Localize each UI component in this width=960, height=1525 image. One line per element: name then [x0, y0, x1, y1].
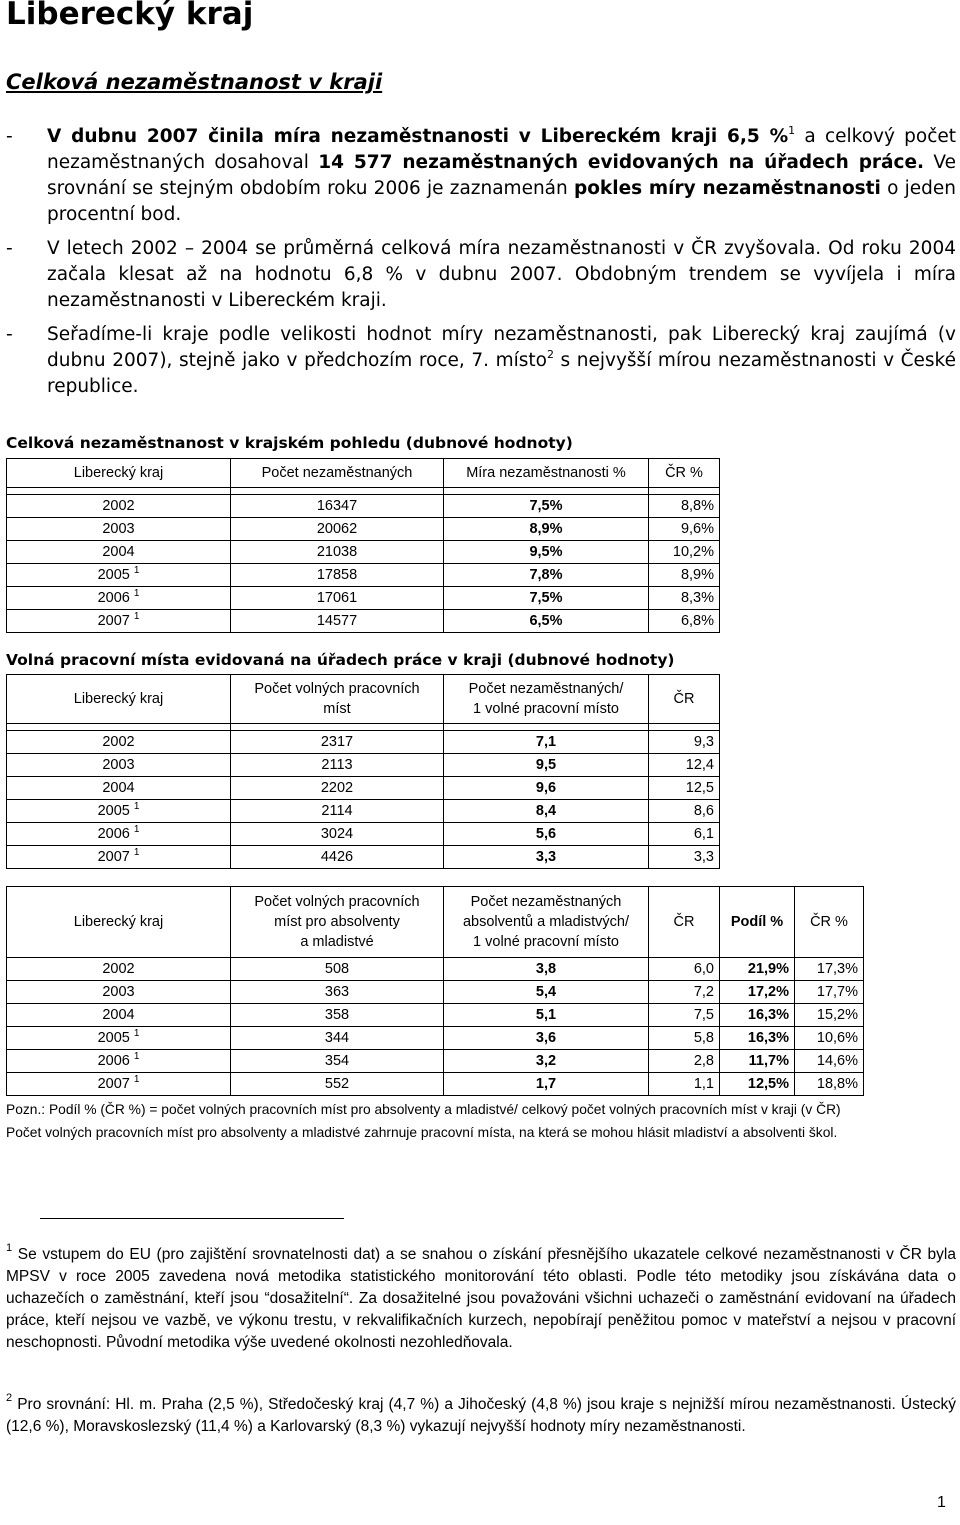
count-cell [231, 587, 444, 610]
cr-cell-text: 8,6 [693, 803, 714, 819]
ratio-cell [444, 1050, 649, 1073]
places-cell-text: 4426 [320, 849, 354, 865]
table-row [7, 1004, 864, 1027]
year-cell [7, 777, 231, 800]
cr-share-cell-text: 18,8% [816, 1076, 858, 1092]
year-cell [7, 610, 231, 633]
table-header-cell [231, 675, 444, 724]
footnote [6, 1244, 956, 1354]
table-header-cell [444, 675, 649, 724]
share-cell [720, 1004, 795, 1027]
cr-cell-text: 8,8% [680, 498, 714, 514]
table-row [7, 958, 864, 981]
bullet-dash: - [6, 126, 13, 147]
table-header-row [7, 675, 720, 724]
cr-cell [649, 518, 720, 541]
ratio-cell [444, 800, 649, 823]
cr-cell [649, 823, 720, 846]
year-cell [7, 754, 231, 777]
places-cell-text: 2317 [320, 734, 354, 750]
places-cell-text: 363 [324, 984, 350, 1000]
places-cell [231, 1073, 444, 1096]
header-line: 1 volné pracovní místo [473, 701, 619, 717]
share-cell [720, 981, 795, 1004]
table-header-row [7, 459, 720, 488]
table-row [7, 541, 720, 564]
ratio-cell-text: 3,6 [535, 1030, 557, 1046]
rate-cell-text: 9,5% [529, 544, 563, 560]
footnote-ref: 2 [546, 348, 554, 361]
cr-cell [649, 846, 720, 869]
rate-cell-text: 7,5% [529, 590, 563, 606]
cr-share-cell-text: 17,7% [816, 984, 858, 1000]
cr-share-cell [795, 1027, 864, 1050]
footnote-text: Pro srovnání: Hl. m. Praha (2,5 %), Středočeský kraj (4,7 %) a Jihočeský (4,8 %) jsou kraje s nejnižší mírou nezaměstnanosti. Ústecký (12,6 %), Moravskoslezský (11,4 %) a Karlovarský (8,3 %) vykazují nejvyšší hodnoty míry nezaměstnanosti. [6, 1396, 956, 1435]
table1-section [6, 434, 720, 633]
table-header-cell: Liberecký kraj [7, 675, 231, 724]
count-cell [231, 564, 444, 587]
cr-cell [649, 1073, 720, 1096]
table3-section [6, 886, 864, 1096]
table-row [7, 587, 720, 610]
footnote-mark: 1 [6, 1242, 13, 1254]
ratio-cell [444, 731, 649, 754]
cr-cell [649, 754, 720, 777]
cr-cell [649, 541, 720, 564]
year-cell-text: 2005 [97, 803, 130, 819]
count-cell [231, 518, 444, 541]
rate-cell-text: 8,9% [529, 521, 563, 537]
bullet-item [6, 322, 956, 400]
table-note: Pozn.: Podíl % (ČR %) = počet volných pracovních míst pro absolventy a mladistvé/ celkový počet volných pracovních míst v kraji (v ČR) [6, 1102, 841, 1117]
page-number: 1 [937, 1494, 946, 1511]
table-row [7, 846, 720, 869]
places-cell-text: 358 [324, 1007, 350, 1023]
cr-cell-text: 12,4 [685, 757, 714, 773]
places-cell [231, 731, 444, 754]
rate-cell-text: 7,8% [529, 567, 563, 583]
cr-cell-text: 5,8 [693, 1030, 714, 1046]
year-cell-text: 2007 [97, 1076, 130, 1092]
year-cell-text: 2003 [102, 984, 135, 1000]
footnote-ref: 1 [133, 611, 140, 622]
rate-cell-text: 7,5% [529, 498, 563, 514]
table1-body [7, 495, 720, 633]
table-note: Počet volných pracovních míst pro absolventy a mladistvé zahrnuje pracovní místa, na která se mohou hlásit mladiství a absolventi škol. [6, 1125, 838, 1140]
cr-cell-text: 8,3% [680, 590, 714, 606]
bullet-text: s nejvyšší mírou nezaměstnanosti v České republice. [47, 350, 956, 397]
table-header-row [7, 887, 864, 958]
cr-share-cell [795, 981, 864, 1004]
year-cell [7, 846, 231, 869]
year-cell [7, 564, 231, 587]
bullet-list [6, 124, 956, 408]
share-cell [720, 958, 795, 981]
count-cell-text: 16347 [316, 498, 358, 514]
count-cell [231, 610, 444, 633]
year-cell-text: 2005 [97, 1030, 130, 1046]
header-line: míst [323, 701, 351, 717]
year-cell-text: 2006 [97, 590, 130, 606]
year-cell-text: 2005 [97, 567, 130, 583]
table-row [7, 731, 720, 754]
year-cell [7, 823, 231, 846]
cr-cell [649, 1050, 720, 1073]
cr-cell [649, 731, 720, 754]
ratio-cell-text: 8,4 [535, 803, 557, 819]
table-row [7, 495, 720, 518]
year-cell-text: 2006 [97, 826, 130, 842]
places-cell [231, 823, 444, 846]
bullet-text-bold: 14 577 nezaměstnaných evidovaných na úřadech práce. [318, 152, 925, 173]
year-cell [7, 495, 231, 518]
footnote-ref: 1 [133, 1028, 140, 1039]
count-cell [231, 541, 444, 564]
year-cell-text: 2004 [102, 780, 135, 796]
cr-cell [649, 495, 720, 518]
ratio-cell-text: 5,6 [535, 826, 557, 842]
footnote-mark: 2 [6, 1392, 13, 1404]
bullet-item [6, 124, 956, 228]
table1-title: Celková nezaměstnanost v krajském pohledu (dubnové hodnoty) [6, 434, 573, 452]
share-cell [720, 1027, 795, 1050]
table-row [7, 823, 720, 846]
table-row [7, 800, 720, 823]
ratio-cell-text: 5,1 [535, 1007, 557, 1023]
ratio-cell [444, 1073, 649, 1096]
table-row [7, 754, 720, 777]
share-cell-text: 21,9% [747, 961, 789, 977]
cr-share-cell [795, 1073, 864, 1096]
cr-cell-text: 6,0 [693, 961, 714, 977]
bullet-text-bold: V dubnu 2007 činila míra nezaměstnanosti v Libereckém kraji 6,5 % [47, 126, 789, 147]
rate-cell-text: 6,5% [529, 613, 563, 629]
count-cell-text: 17061 [316, 590, 358, 606]
table-row [7, 777, 720, 800]
rate-cell [444, 587, 649, 610]
bullet-item [6, 236, 956, 314]
count-cell-text: 14577 [316, 613, 358, 629]
cr-cell-text: 7,2 [693, 984, 714, 1000]
table-row [7, 1027, 864, 1050]
cr-cell-text: 9,3 [693, 734, 714, 750]
cr-share-cell [795, 1050, 864, 1073]
cr-cell-text: 6,8% [680, 613, 714, 629]
year-cell [7, 518, 231, 541]
ratio-cell [444, 754, 649, 777]
bullet-text: o jeden procentní bod. [47, 178, 957, 225]
footnote-separator [40, 1218, 344, 1219]
year-cell [7, 981, 231, 1004]
section-heading: Celková nezaměstnanost v kraji [6, 70, 383, 94]
header-line: a mladistvé [300, 934, 374, 950]
cr-cell [649, 981, 720, 1004]
places-cell [231, 1004, 444, 1027]
table-header-cell: Liberecký kraj [7, 459, 231, 488]
cr-cell [649, 610, 720, 633]
cr-share-cell-text: 14,6% [816, 1053, 858, 1069]
cr-cell-text: 8,9% [680, 567, 714, 583]
footnote-ref: 1 [788, 124, 796, 137]
cr-share-cell [795, 958, 864, 981]
table2-title: Volná pracovní místa evidovaná na úřadech práce v kraji (dubnové hodnoty) [6, 651, 675, 669]
ratio-cell [444, 823, 649, 846]
header-line: Počet nezaměstnaných/ [468, 681, 624, 697]
bullet-text-bold: pokles míry nezaměstnanosti [573, 178, 881, 199]
ratio-cell [444, 1027, 649, 1050]
cr-cell [649, 587, 720, 610]
rate-cell [444, 564, 649, 587]
table-row [7, 610, 720, 633]
header-line: absolventů a mladistvých/ [462, 914, 630, 930]
year-cell-text: 2002 [102, 498, 135, 514]
header-line: Počet volných pracovních [254, 681, 420, 697]
footnote [6, 1394, 956, 1438]
places-cell [231, 981, 444, 1004]
ratio-cell [444, 981, 649, 1004]
cr-share-cell-text: 15,2% [816, 1007, 858, 1023]
table2-body [7, 731, 720, 869]
table-header-cell [231, 887, 444, 958]
bullet-text: Ve srovnání se stejným obdobím roku 2006 je zaznamenán [47, 152, 957, 199]
count-cell [231, 495, 444, 518]
table3-body [7, 958, 864, 1096]
cr-cell [649, 958, 720, 981]
cr-share-cell [795, 1004, 864, 1027]
cr-share-cell-text: 17,3% [816, 961, 858, 977]
places-cell [231, 800, 444, 823]
rate-cell [444, 518, 649, 541]
year-cell [7, 1050, 231, 1073]
ratio-cell-text: 3,2 [535, 1053, 557, 1069]
table-row [7, 518, 720, 541]
table-header-cell: Míra nezaměstnanosti % [444, 459, 649, 488]
year-cell-text: 2007 [97, 849, 130, 865]
footnote-ref: 1 [133, 1051, 140, 1062]
ratio-cell-text: 9,6 [535, 780, 557, 796]
year-cell-text: 2006 [97, 1053, 130, 1069]
year-cell [7, 800, 231, 823]
table-header-cell [444, 887, 649, 958]
ratio-cell-text: 5,4 [535, 984, 557, 1000]
cr-share-cell-text: 10,6% [816, 1030, 858, 1046]
ratio-cell [444, 846, 649, 869]
year-cell-text: 2003 [102, 521, 135, 537]
places-cell-text: 2114 [321, 803, 353, 819]
year-cell [7, 958, 231, 981]
page-title: Liberecký kraj [6, 0, 254, 32]
cr-cell [649, 1004, 720, 1027]
share-cell [720, 1073, 795, 1096]
table3 [6, 886, 864, 1096]
cr-cell-text: 3,3 [693, 849, 714, 865]
year-cell [7, 587, 231, 610]
year-cell [7, 1004, 231, 1027]
cr-cell-text: 10,2% [672, 544, 714, 560]
table-header-cell: ČR % [795, 887, 864, 958]
ratio-cell-text: 7,1 [535, 734, 557, 750]
places-cell-text: 3024 [320, 826, 354, 842]
ratio-cell [444, 958, 649, 981]
table-header-cell: Počet nezaměstnaných [231, 459, 444, 488]
footnote-ref: 1 [133, 1074, 140, 1085]
places-cell [231, 1050, 444, 1073]
places-cell [231, 958, 444, 981]
ratio-cell-text: 3,8 [535, 961, 557, 977]
year-cell [7, 1073, 231, 1096]
bullet-text: Seřadíme-li kraje podle velikosti hodnot míry nezaměstnanosti, pak Liberecký kraj zaujímá (v dubnu 2007), stejně jako v předchozím roce, 7. místo [47, 324, 956, 371]
ratio-cell-text: 3,3 [535, 849, 557, 865]
year-cell-text: 2003 [102, 757, 135, 773]
ratio-cell-text: 1,7 [535, 1076, 557, 1092]
cr-cell-text: 6,1 [693, 826, 714, 842]
year-cell-text: 2004 [102, 1007, 135, 1023]
rate-cell [444, 610, 649, 633]
count-cell-text: 20062 [316, 521, 358, 537]
cr-cell-text: 12,5 [685, 780, 714, 796]
cr-cell-text: 2,8 [693, 1053, 714, 1069]
table-header-cell: ČR [649, 675, 720, 724]
cr-cell [649, 564, 720, 587]
cr-cell [649, 800, 720, 823]
bullet-dash: - [6, 238, 13, 259]
year-cell [7, 1027, 231, 1050]
places-cell [231, 846, 444, 869]
table-header-cell: ČR % [649, 459, 720, 488]
table1 [6, 458, 720, 633]
year-cell-text: 2002 [102, 734, 135, 750]
cr-cell-text: 9,6% [680, 521, 714, 537]
share-cell-text: 11,7% [748, 1053, 789, 1069]
places-cell-text: 508 [324, 961, 350, 977]
share-cell-text: 16,3% [747, 1030, 789, 1046]
year-cell [7, 731, 231, 754]
table-row [7, 1073, 864, 1096]
year-cell-text: 2007 [97, 613, 130, 629]
share-cell-text: 12,5% [747, 1076, 789, 1092]
places-cell [231, 1027, 444, 1050]
cr-cell-text: 1,1 [693, 1076, 714, 1092]
year-cell-text: 2002 [102, 961, 135, 977]
header-line: Počet volných pracovních [254, 894, 420, 910]
places-cell [231, 777, 444, 800]
places-cell-text: 344 [324, 1030, 350, 1046]
year-cell [7, 541, 231, 564]
table-row [7, 564, 720, 587]
year-cell-text: 2004 [102, 544, 135, 560]
table-header-cell: ČR [649, 887, 720, 958]
table-header-cell: Podíl % [720, 887, 795, 958]
cr-cell-text: 7,5 [693, 1007, 714, 1023]
footnote-ref: 1 [133, 824, 140, 835]
footnote-ref: 1 [133, 565, 140, 576]
ratio-cell [444, 777, 649, 800]
count-cell-text: 21038 [316, 544, 358, 560]
rate-cell [444, 541, 649, 564]
cr-cell [649, 777, 720, 800]
ratio-cell [444, 1004, 649, 1027]
header-line: 1 volné pracovní místo [473, 934, 619, 950]
cr-cell [649, 1027, 720, 1050]
footnote-ref: 1 [133, 801, 140, 812]
share-cell-text: 17,2% [747, 984, 789, 1000]
places-cell-text: 552 [324, 1076, 350, 1092]
bullet-dash: - [6, 324, 13, 345]
bullet-text: V letech 2002 – 2004 se průměrná celková míra nezaměstnanosti v ČR zvyšovala. Od roku 2004 začala klesat až na hodnotu 6,8 % v dubnu 2007. Obdobným trendem se vyvíjela i míra nezaměstnanosti v Libereckém kraji. [47, 238, 956, 311]
table-header-cell: Liberecký kraj [7, 887, 231, 958]
table-row [7, 981, 864, 1004]
table2 [6, 674, 720, 869]
share-cell [720, 1050, 795, 1073]
footnote-ref: 1 [133, 847, 140, 858]
places-cell-text: 2113 [321, 757, 353, 773]
ratio-cell-text: 9,5 [535, 757, 557, 773]
table-row [7, 1050, 864, 1073]
footnote-text: Se vstupem do EU (pro zajištění srovnatelnosti dat) a se snahou o získání přesnějšího ukazatele celkové nezaměstnanosti v ČR byla MPSV v roce 2005 zavedena nová metodika statistického monitorování této oblasti. Podle této metodiky jsou získávána data o uchazečích o zaměstnání, kteří jsou “dosažitelní“. Za dosažitelné jsou považováni všichni uchazeči o zaměstnání evidovaní na úřadech práce, kteří nejsou ve vazbě, ve výkonu trestu, v rekvalifikačních kurzech, nepobírají peněžitou pomoc v mateřství a nejsou v pracovní neschopnosti. Původní metodika výše uvedené okolnosti nezohledňovala. [6, 1246, 956, 1351]
bullet-text: a celkový počet nezaměstnaných dosahoval [47, 126, 957, 173]
table2-section [6, 651, 720, 869]
places-cell-text: 354 [324, 1053, 350, 1069]
places-cell [231, 754, 444, 777]
header-line: Počet nezaměstnaných [470, 894, 622, 910]
places-cell-text: 2202 [320, 780, 354, 796]
share-cell-text: 16,3% [747, 1007, 789, 1023]
rate-cell [444, 495, 649, 518]
count-cell-text: 17858 [316, 567, 358, 583]
header-line: míst pro absolventy [274, 914, 400, 930]
footnote-ref: 1 [133, 588, 140, 599]
